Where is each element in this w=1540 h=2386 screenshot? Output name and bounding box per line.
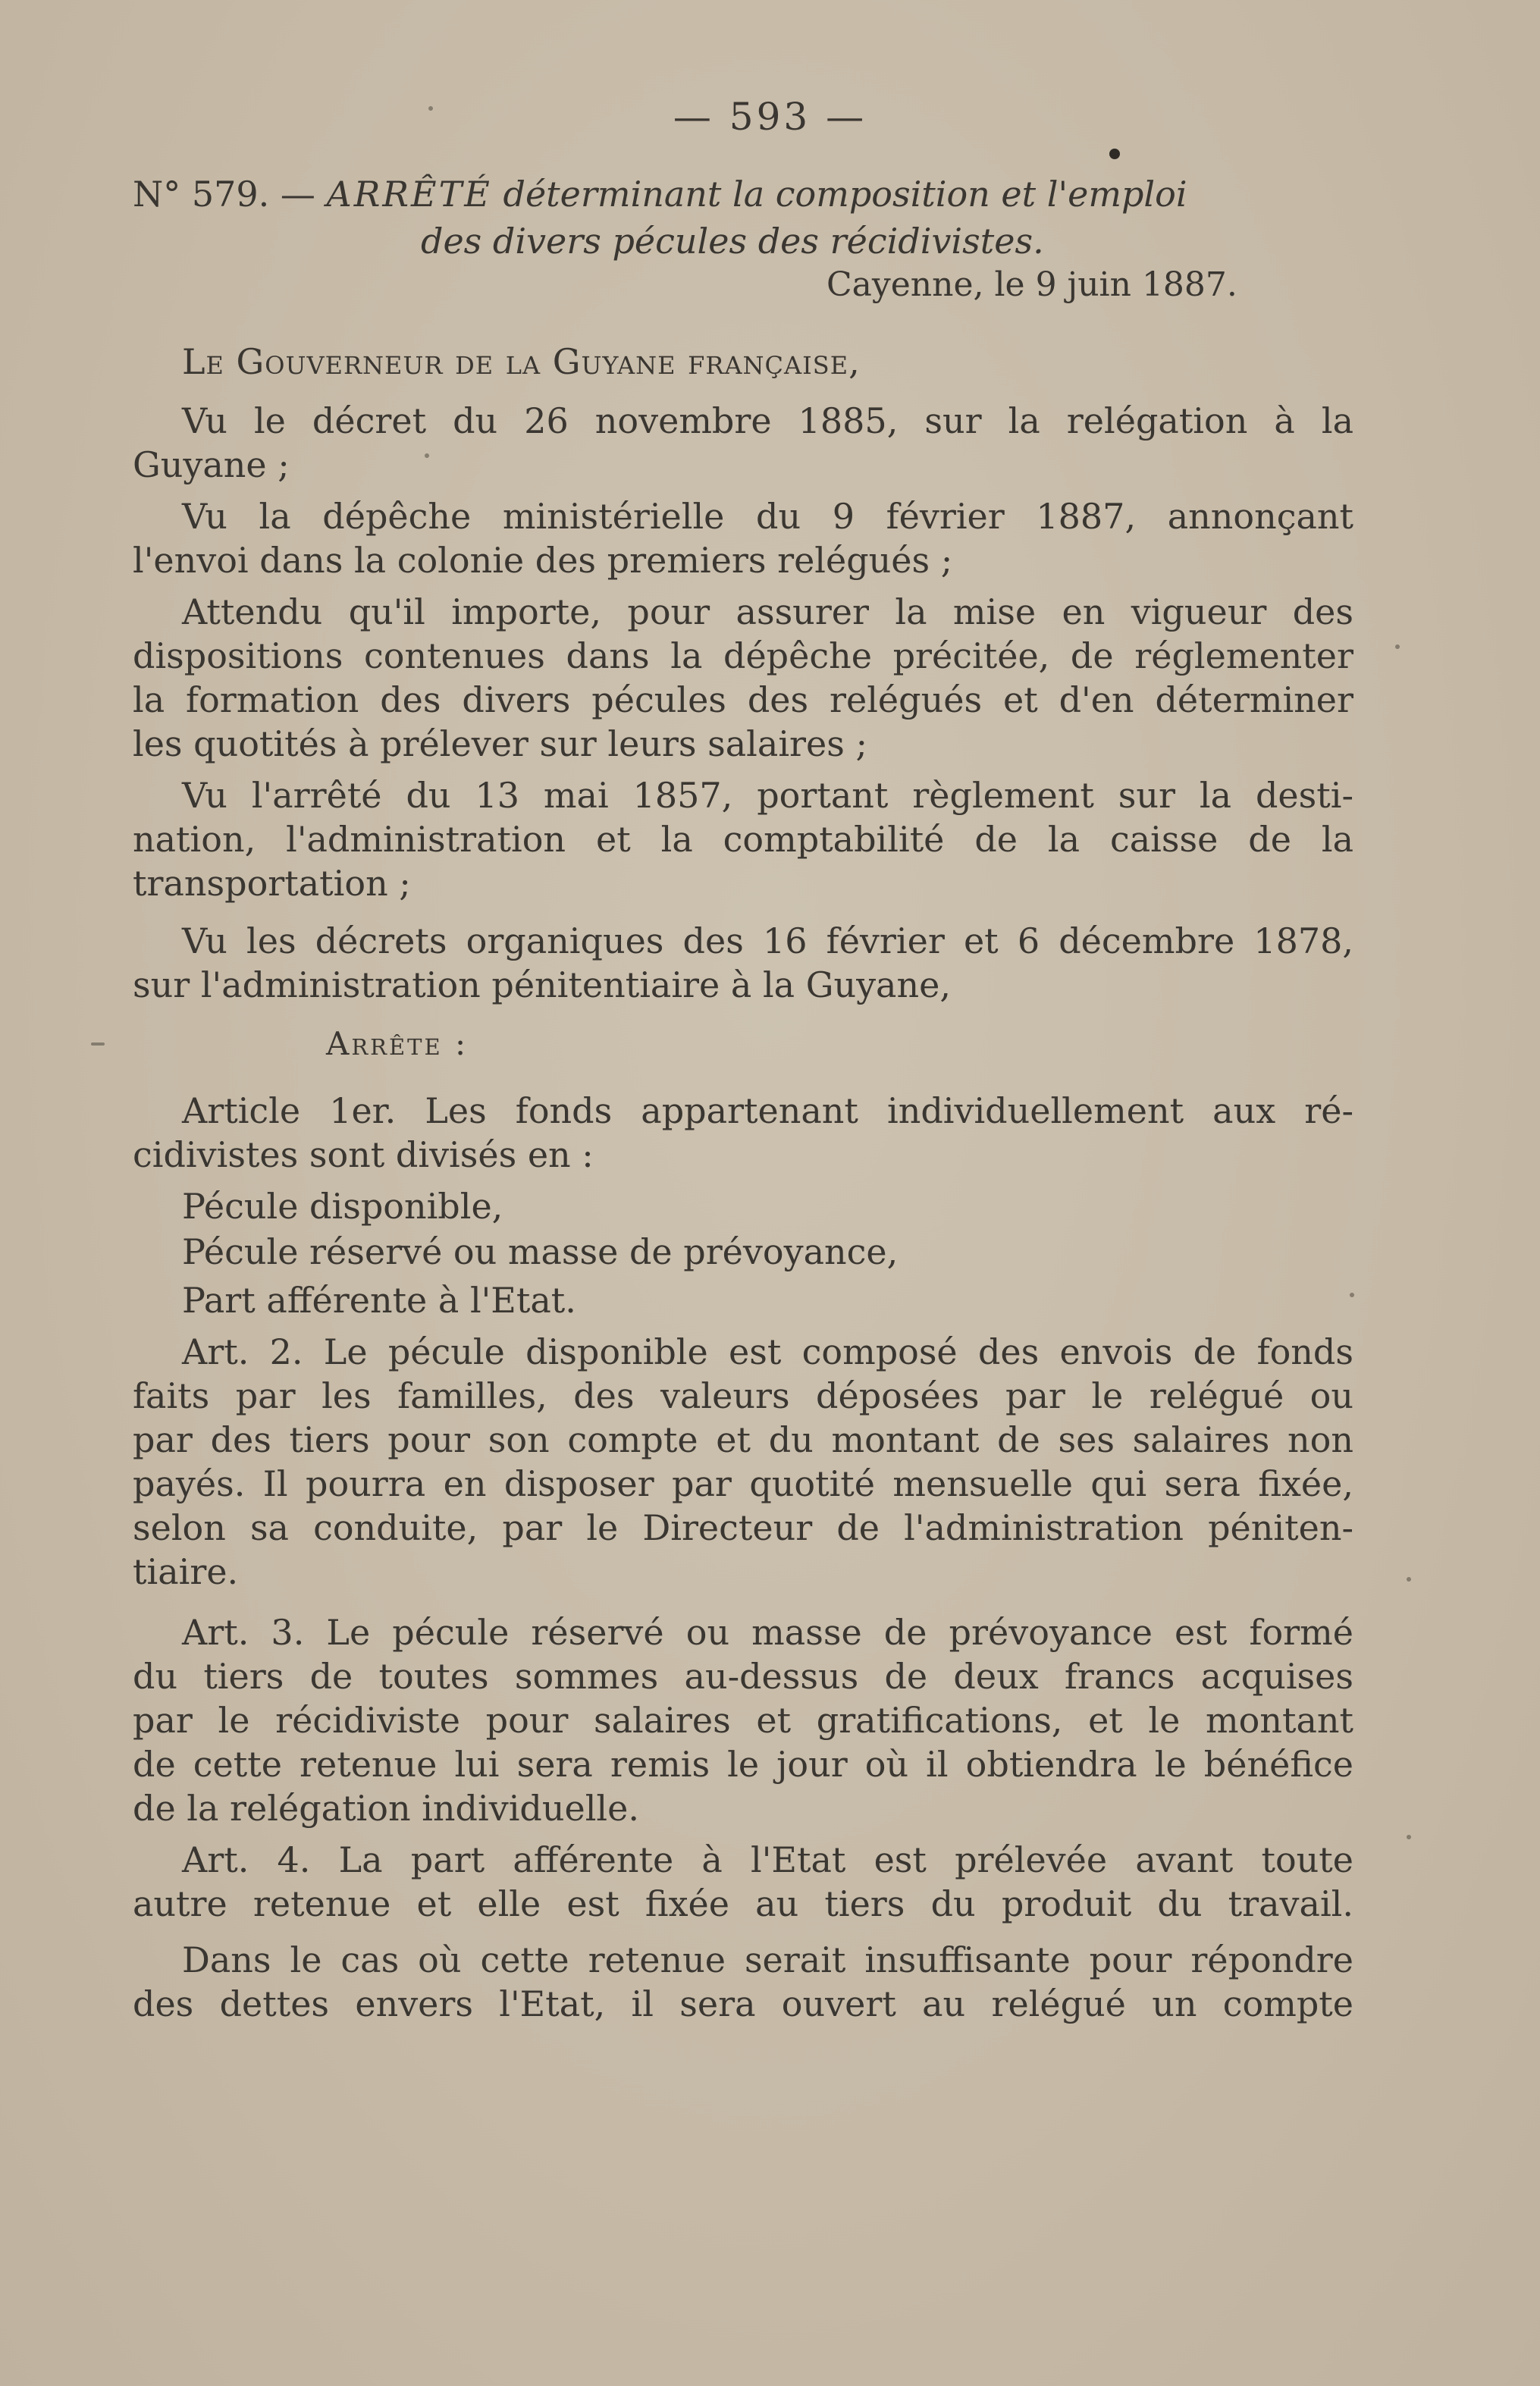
article-line: Art. 3. Le pécule réservé ou masse de prévoyance est formé (182, 1612, 1353, 1653)
heading-dash: — (280, 174, 315, 215)
body-line: les quotités à prélever sur leurs salaires ; (133, 723, 867, 764)
article-line: Article 1er. Les fonds appartenant individuellement aux ré- (182, 1090, 1353, 1131)
body-line: l'envoi dans la colonie des premiers relégués ; (133, 540, 953, 581)
body-line: Vu les décrets organiques des 16 février et 6 décembre 1878, (182, 920, 1353, 961)
page-number: — 593 — (673, 95, 867, 139)
heading-line2: des divers pécules des récidivistes. (421, 221, 1044, 262)
article-line: selon sa conduite, par le Directeur de l'administration péniten- (133, 1507, 1353, 1548)
article-line: payés. Il pourra en disposer par quotité mensuelle qui sera fixée, (133, 1463, 1353, 1504)
body-line: dispositions contenues dans la dépêche précitée, de réglementer (133, 635, 1353, 676)
article-line: Art. 4. La part afférente à l'Etat est prélevée avant toute (182, 1839, 1353, 1880)
body-line: Vu la dépêche ministérielle du 9 février 1887, annonçant (182, 496, 1353, 537)
body-line: nation, l'administration et la comptabilité de la caisse de la (133, 819, 1353, 860)
scan-speck (1407, 1835, 1411, 1839)
heading-title-word: ARRÊTÉ (326, 174, 492, 215)
arrete-heading: Arrête : (326, 1025, 469, 1062)
article-line: Dans le cas où cette retenue serait insuffisante pour répondre (182, 1939, 1353, 1980)
article-line: autre retenue et elle est fixée au tiers du produit du travail. (133, 1883, 1353, 1924)
dateline: Cayenne, le 9 juin 1887. (826, 265, 1237, 304)
body-line: Guyane ; (133, 444, 290, 485)
article-line: Pécule réservé ou masse de prévoyance, (182, 1231, 899, 1272)
body-line: Vu le décret du 26 novembre 1885, sur la relégation à la (182, 400, 1353, 441)
document-heading (133, 171, 1361, 265)
body-line: Attendu qu'il importe, pour assurer la mise en vigueur des (182, 591, 1353, 632)
body-line: la formation des divers pécules des relégués et d'en déterminer (133, 679, 1353, 720)
article-line: Art. 2. Le pécule disponible est composé des envois de fonds (182, 1331, 1353, 1372)
heading-line1: déterminant la composition et l'emploi (503, 174, 1187, 215)
article-line: du tiers de toutes sommes au-dessus de deux francs acquises (133, 1656, 1353, 1697)
article-line: tiaire. (133, 1551, 239, 1592)
article-line: de cette retenue lui sera remis le jour où il obtiendra le bénéfice (133, 1744, 1353, 1785)
article-line: de la relégation individuelle. (133, 1788, 639, 1829)
order-number: N° 579. (133, 174, 270, 215)
article-line: Pécule disponible, (182, 1186, 503, 1227)
article-line: faits par les familles, des valeurs déposées par le relégué ou (133, 1375, 1353, 1416)
body-line: Le Gouverneur de la Guyane française, (182, 341, 861, 382)
scan-speck (425, 453, 429, 458)
article-line: par le récidiviste pour salaires et gratifications, et le montant (133, 1700, 1353, 1741)
scan-speck (1350, 1293, 1354, 1297)
scan-speck (1407, 1577, 1411, 1582)
article-line: par des tiers pour son compte et du montant de ses salaires non (133, 1419, 1353, 1460)
scan-speck (428, 106, 433, 111)
article-line: des dettes envers l'Etat, il sera ouvert au relégué un compte (133, 1983, 1353, 2024)
article-line: cidivistes sont divisés en : (133, 1134, 594, 1175)
body-line: sur l'administration pénitentiaire à la Guyane, (133, 964, 951, 1005)
article-line: Part afférente à l'Etat. (182, 1280, 576, 1321)
scan-speck (1395, 644, 1400, 649)
ink-dot (1109, 149, 1120, 159)
body-line: transportation ; (133, 863, 411, 904)
body-line: Vu l'arrêté du 13 mai 1857, portant règlement sur la desti- (182, 775, 1353, 816)
scan-speck (91, 1043, 105, 1046)
